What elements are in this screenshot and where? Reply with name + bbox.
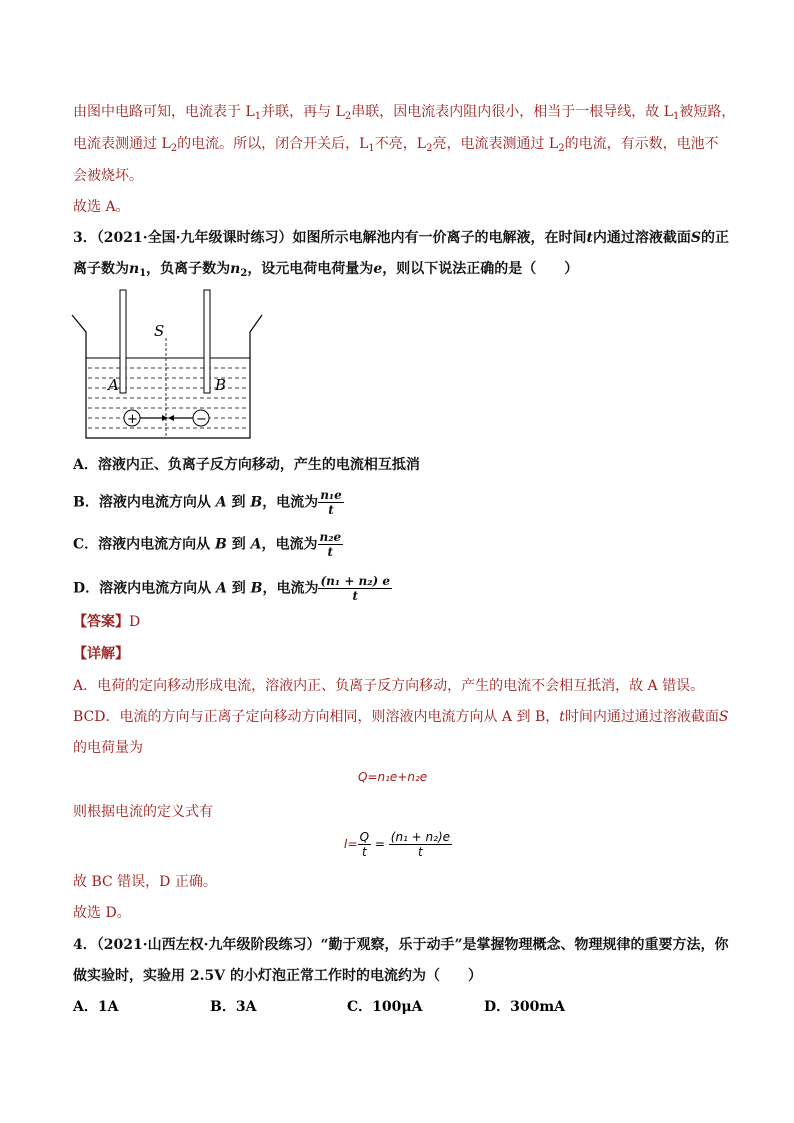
numerator: (n₁ + n₂) e bbox=[320, 574, 391, 588]
fraction bbox=[318, 530, 344, 559]
numerator: n₁e bbox=[320, 488, 342, 502]
q4-option-d: D．300mA bbox=[484, 999, 566, 1015]
text-span: 的电流。所以，闭合开关后，L bbox=[177, 136, 369, 152]
text-span: 不亮，L bbox=[374, 136, 427, 152]
answer-label: 【答案】 bbox=[73, 614, 129, 630]
text-span: 由图中电路可知，电流表于 L bbox=[73, 104, 255, 120]
q3-detail-4: 则根据电流的定义式有 bbox=[73, 804, 213, 820]
positive-ion-symbol: + bbox=[127, 412, 138, 427]
text-span: 时间内通过通过溶液截面 bbox=[564, 709, 719, 725]
q3-detail-label: 【详解】 bbox=[73, 646, 129, 662]
subscript: 1 bbox=[254, 111, 262, 122]
subscript: 1 bbox=[139, 268, 147, 279]
q4-stem-line-2: 做实验时，实验用 2.5V 的小灯泡正常工作时的电流约为（ ） bbox=[73, 968, 482, 984]
q4-option-a: A．1A bbox=[73, 999, 119, 1015]
text-span: D．溶液内电流方向从 bbox=[73, 580, 212, 597]
text-span: 并联，再与 L bbox=[261, 104, 345, 120]
text-span: ，设元电荷电荷量为 bbox=[247, 261, 374, 277]
text-span: C．溶液内电流方向从 bbox=[73, 536, 211, 553]
q4-option-b: B．3A bbox=[210, 999, 257, 1015]
q3-option-d bbox=[73, 574, 392, 603]
numerator: Q bbox=[359, 830, 370, 844]
text-span: ，电流为 bbox=[262, 580, 319, 597]
text-span: 离子数为 bbox=[73, 261, 129, 277]
text-span: 到 bbox=[231, 536, 246, 553]
var-S: S bbox=[690, 230, 702, 246]
subscript: 2 bbox=[558, 143, 565, 154]
text-span: 电流表测通过 L bbox=[73, 136, 171, 152]
var-e: e bbox=[373, 261, 383, 277]
electrolysis-diagram bbox=[70, 288, 270, 443]
var-A: A bbox=[250, 536, 262, 553]
prev-solution-line-3: 会被烧坏。 bbox=[73, 168, 143, 184]
q3-answer bbox=[73, 612, 140, 632]
text-span: ，电流为 bbox=[261, 536, 318, 553]
eq-sign: = bbox=[374, 837, 385, 851]
denominator: t bbox=[327, 545, 334, 559]
var-B: B bbox=[250, 494, 263, 511]
text-span: ，电流为 bbox=[262, 494, 319, 511]
text-span: 串联，因电流表内阻内很小，相当于一根导线，故 L bbox=[351, 104, 673, 120]
q3-stem-line-1 bbox=[73, 228, 729, 248]
text-span: 的正 bbox=[701, 230, 730, 246]
q3-choice: 故选 D。 bbox=[73, 905, 131, 921]
equation-current bbox=[344, 830, 452, 859]
text-span: BCD．电流的方向与正离子定向移动方向相同，则溶液内电流方向从 A 到 B， bbox=[73, 709, 560, 725]
text-span: 被短路， bbox=[679, 104, 736, 120]
negative-ion-symbol: − bbox=[196, 412, 207, 427]
prev-solution-line-2 bbox=[73, 134, 719, 159]
text-span: 到 bbox=[231, 494, 246, 511]
q3-option-a: A．溶液内正、负离子反方向移动，产生的电流相互抵消 bbox=[73, 457, 420, 473]
fraction bbox=[358, 830, 371, 859]
numerator: n₂e bbox=[319, 530, 342, 544]
q3-stem-line-2 bbox=[73, 259, 578, 284]
fraction bbox=[318, 488, 344, 517]
var-S: S bbox=[718, 709, 729, 725]
q3-option-b bbox=[73, 488, 344, 517]
text-span: ，负离子数为 bbox=[146, 261, 231, 277]
var-A: A bbox=[216, 580, 227, 597]
var-A: A bbox=[215, 494, 227, 511]
text-span: 到 bbox=[231, 580, 246, 597]
var-B: B bbox=[250, 580, 263, 597]
var-t: t bbox=[559, 709, 565, 725]
label-S: S bbox=[154, 322, 165, 340]
q3-detail-1: A．电荷的定向移动形成电流，溶液内正、负离子反方向移动，产生的电流不会相互抵消，故 A 错误。 bbox=[73, 678, 705, 694]
text-span: ，则以下说法正确的是（ ） bbox=[382, 261, 579, 277]
q3-option-c bbox=[73, 530, 343, 559]
label-B: B bbox=[215, 376, 227, 394]
subscript: 1 bbox=[368, 143, 375, 154]
q3-detail-5: 故 BC 错误，D 正确。 bbox=[73, 874, 217, 890]
subscript: 1 bbox=[673, 111, 680, 122]
prev-solution-choice: 故选 A。 bbox=[73, 199, 130, 215]
q4-option-c: C．100μA bbox=[347, 999, 423, 1015]
prev-solution-line-1 bbox=[73, 102, 735, 127]
subscript: 2 bbox=[170, 143, 178, 154]
text-span: B．溶液内电流方向从 bbox=[73, 494, 211, 511]
numerator: (n₁ + n₂)e bbox=[390, 830, 451, 844]
var-B: B bbox=[215, 536, 227, 553]
fraction bbox=[389, 830, 452, 859]
q3-detail-3: 的电荷量为 bbox=[73, 740, 143, 756]
var-n2: n bbox=[230, 261, 241, 277]
subscript: 2 bbox=[426, 143, 433, 154]
answer-value: D bbox=[129, 614, 141, 630]
fraction bbox=[318, 574, 392, 603]
text-span: 的电流，有示数，电池不 bbox=[564, 136, 719, 152]
text-span: 3．（2021·全国·九年级课时练习）如图所示电解池内有一价离子的电解液，在时间 bbox=[73, 230, 587, 246]
subscript: 2 bbox=[344, 111, 352, 122]
eq-lhs: I= bbox=[344, 837, 358, 851]
q4-stem-line-1: 4．（2021·山西左权·九年级阶段练习）“勤于观察，乐于动手”是掌握物理概念、物理规律的重要方法，你 bbox=[73, 937, 729, 953]
var-n1: n bbox=[129, 261, 140, 277]
text-span: 亮，电流表测通过 L bbox=[432, 136, 559, 152]
equation-charge: Q=n₁e+n₂e bbox=[358, 770, 428, 784]
denominator: t bbox=[352, 589, 359, 603]
var-t: t bbox=[586, 230, 593, 246]
text-span: 内通过溶液截面 bbox=[592, 230, 691, 246]
subscript: 2 bbox=[240, 268, 248, 279]
q4-options bbox=[73, 996, 713, 1016]
q3-detail-2 bbox=[73, 707, 728, 727]
denominator: t bbox=[328, 503, 334, 517]
label-A: A bbox=[108, 376, 119, 394]
denominator: t bbox=[418, 845, 423, 859]
denominator: t bbox=[361, 845, 367, 859]
